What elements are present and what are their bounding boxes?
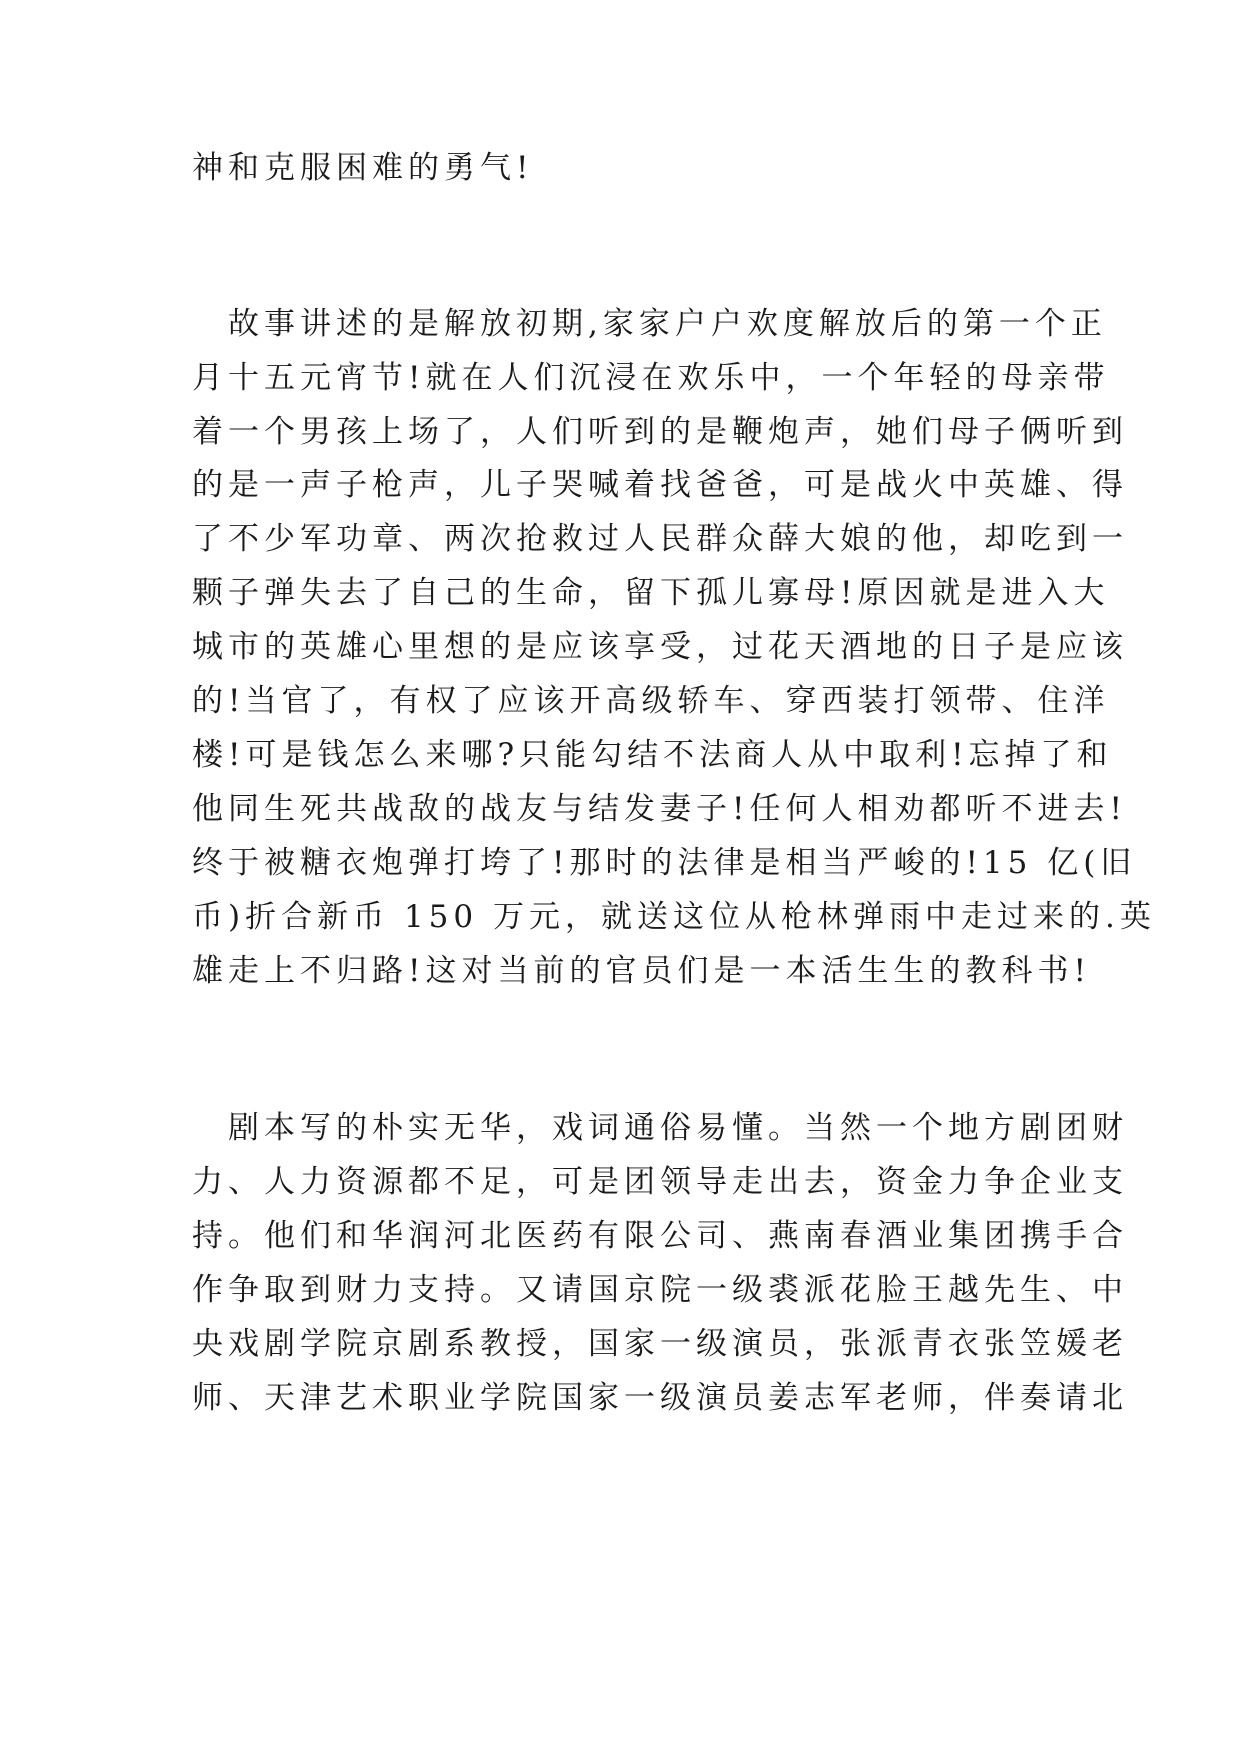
text-line: 月十五元宵节!就在人们沉浸在欢乐中，一个年轻的母亲带 bbox=[192, 360, 1110, 396]
text-line: 的是一声子枪声，儿子哭喊着找爸爸，可是战火中英雄、得 bbox=[192, 467, 1128, 503]
text-line: 币)折合新币 150 万元，就送这位从枪林弹雨中走过来的.英 bbox=[192, 899, 1156, 935]
text-line: 终于被糖衣炮弹打垮了!那时的法律是相当严峻的!15 亿(旧 bbox=[192, 845, 1137, 881]
text-line: 了不少军功章、两次抢救过人民群众薛大娘的他，却吃到一 bbox=[192, 521, 1128, 557]
text-line: 力、人力资源都不足，可是团领导走出去，资金力争企业支 bbox=[192, 1164, 1128, 1200]
text-line: 神和克服困难的勇气! bbox=[192, 150, 534, 186]
text-line: 持。他们和华润河北医药有限公司、燕南春酒业集团携手合 bbox=[192, 1218, 1128, 1254]
text-line: 着一个男孩上场了，人们听到的是鞭炮声，她们母子俩听到 bbox=[192, 414, 1128, 450]
text-line: 故事讲述的是解放初期,家家户户欢度解放后的第一个正 bbox=[192, 306, 1107, 342]
text-line: 剧本写的朴实无华，戏词通俗易懂。当然一个地方剧团财 bbox=[192, 1110, 1128, 1146]
text-line: 师、天津艺术职业学院国家一级演员姜志军老师，伴奏请北 bbox=[192, 1380, 1128, 1416]
text-line: 的!当官了，有权了应该开高级轿车、穿西装打领带、住洋 bbox=[192, 683, 1110, 719]
text-line: 楼!可是钱怎么来哪?只能勾结不法商人从中取利!忘掉了和 bbox=[192, 737, 1113, 773]
text-line: 颗子弹失去了自己的生命，留下孤儿寡母!原因就是进入大 bbox=[192, 575, 1110, 611]
text-line: 央戏剧学院京剧系教授，国家一级演员，张派青衣张笠媛老 bbox=[192, 1326, 1128, 1362]
text-line: 他同生死共战敌的战友与结发妻子!任何人相劝都听不进去! bbox=[192, 791, 1127, 827]
text-line: 城市的英雄心里想的是应该享受，过花天酒地的日子是应该 bbox=[192, 629, 1128, 665]
text-line: 雄走上不归路!这对当前的官员们是一本活生生的教科书! bbox=[192, 953, 1091, 989]
text-line: 作争取到财力支持。又请国京院一级裘派花脸王越先生、中 bbox=[192, 1272, 1128, 1308]
